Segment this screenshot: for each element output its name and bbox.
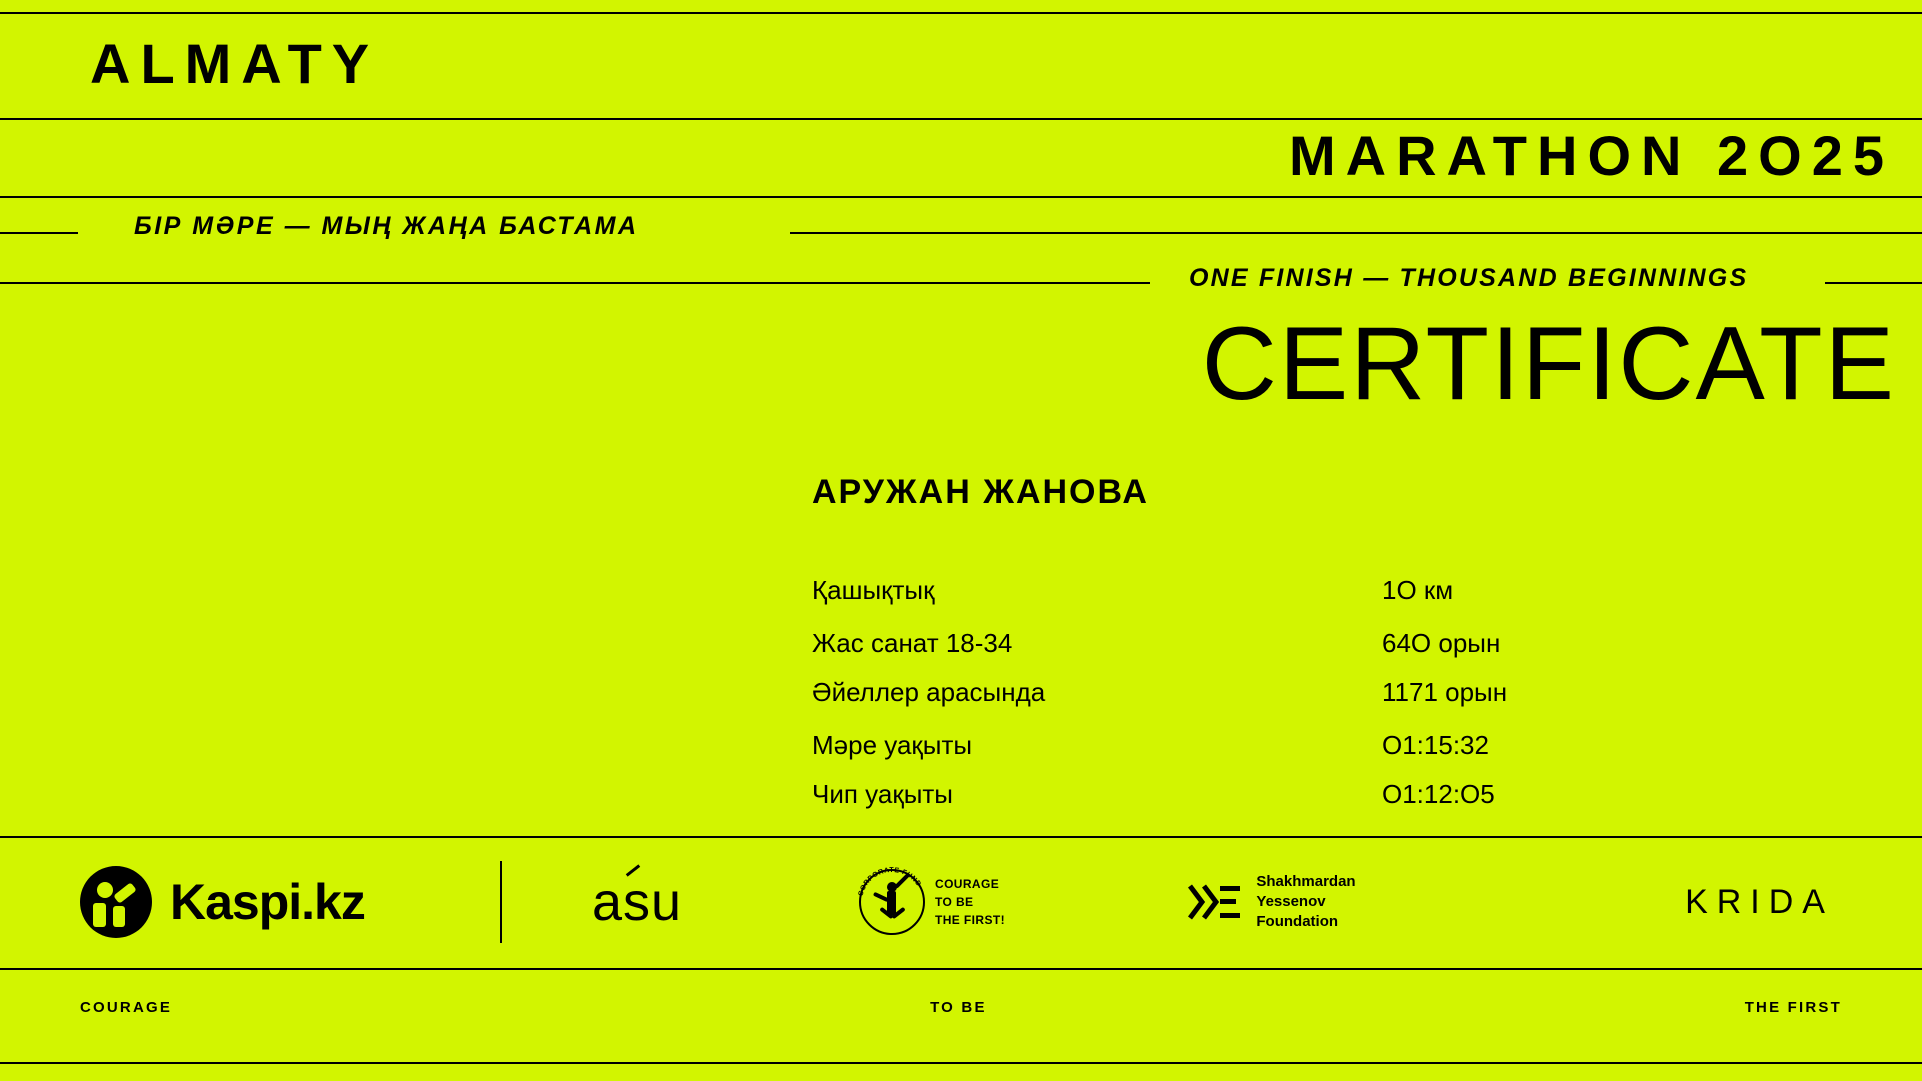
courage-arc-label: CORPORATE FUND: [857, 866, 923, 897]
city-title: ALMATY: [90, 32, 380, 95]
courage-line-2: TO BE: [935, 895, 974, 909]
divider-line-bottom: [0, 1062, 1922, 1064]
footer-bar: [0, 1000, 1922, 1015]
result-label-distance: Қашықтық: [812, 575, 935, 605]
table-row: [812, 777, 1692, 812]
sponsor-kaspi: [0, 836, 500, 968]
sponsor-courage-fund: [772, 836, 1092, 968]
footer-text-left: COURAGE: [80, 999, 173, 1016]
result-value-age-group: 64O орын: [1382, 628, 1501, 659]
athlete-name: АРУЖАН ЖАНОВА: [812, 473, 1149, 511]
svg-text:CORPORATE FUND: [858, 867, 923, 897]
result-label-women-rank: Әйеллер арасында: [812, 677, 1046, 708]
result-label-finish-time: Мәре уақыты: [812, 730, 973, 761]
courage-line-1: COURAGE: [935, 877, 1000, 891]
result-label-chip-time: Чип уақыты: [812, 779, 953, 810]
divider-line-below-sponsors: [0, 968, 1922, 970]
courage-fund-arc-text: [855, 865, 929, 939]
yessenov-line-3: Foundation: [1256, 913, 1339, 931]
yessenov-line-2: Yessenov: [1256, 892, 1326, 910]
yessenov-foundation-icon: [1188, 882, 1244, 922]
sponsor-asu-label: [591, 872, 683, 932]
sponsor-yessenov-foundation: [1092, 836, 1452, 968]
result-value-distance: 1O км: [1382, 575, 1454, 605]
tagline-english: ONE FINISH — THOUSAND BEGINNINGS: [1175, 262, 1762, 295]
table-row: [812, 626, 1692, 661]
divider-segment-right-tagline-en: [1825, 282, 1922, 284]
divider-segment-left-tagline: [0, 232, 78, 234]
divider-segment-right-tagline: [790, 232, 1922, 234]
result-value-finish-time: O1:15:32: [1382, 730, 1489, 761]
kaspi-logo-icon: [80, 866, 152, 938]
divider-line-top: [0, 12, 1922, 14]
table-row: [812, 728, 1692, 763]
sponsor-asu-text: asu: [591, 872, 683, 932]
table-row: [812, 573, 1692, 608]
sponsor-krida-label: KRIDA: [1685, 883, 1834, 921]
divider-segment-left-tagline-en: [0, 282, 1150, 284]
result-label-age-group: Жас санат 18-34: [812, 628, 1013, 659]
result-value-chip-time: O1:12:O5: [1382, 779, 1495, 810]
sponsor-krida: [1452, 836, 1922, 968]
sponsor-kaspi-label: Kaspi.kz: [170, 874, 365, 930]
footer-text-right: THE FIRST: [1744, 999, 1842, 1016]
divider-line-under-city: [0, 118, 1922, 120]
results-table: [812, 573, 1692, 830]
footer-text-center: TO BE: [930, 999, 987, 1016]
page-title: CERTIFICATE: [1201, 306, 1896, 422]
yessenov-foundation-wordmark: [1256, 872, 1355, 933]
yessenov-line-1: Shakhmardan: [1256, 872, 1356, 890]
divider-line-under-event: [0, 196, 1922, 198]
event-title: MARATHON 2O25: [1288, 124, 1894, 187]
sponsor-asu: [502, 836, 772, 968]
result-value-women-rank: 1171 орын: [1382, 677, 1508, 708]
courage-fund-icon: [857, 866, 925, 935]
courage-fund-wordmark: [935, 875, 1005, 929]
courage-line-3: THE FIRST!: [935, 913, 1005, 927]
tagline-kazakh: БІР МӘРЕ — МЫҢ ЖАҢА БАСТАМА: [134, 210, 653, 243]
table-row: [812, 675, 1692, 710]
sponsor-bar: [0, 836, 1922, 968]
